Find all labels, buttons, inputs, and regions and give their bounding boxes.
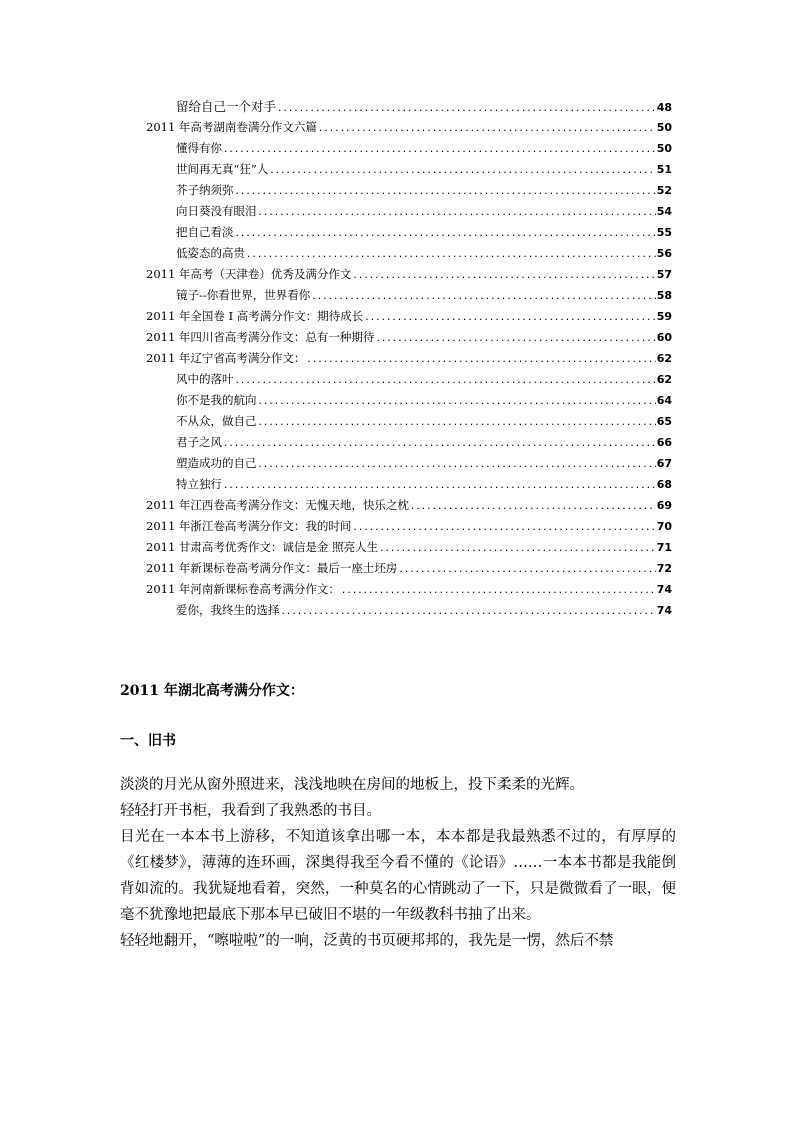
toc-entry[interactable] <box>176 285 672 306</box>
toc-entry-title: 爱你，我终生的选择 <box>176 603 280 617</box>
toc-entry[interactable] <box>176 222 672 243</box>
toc-entry-title: 风中的落叶 <box>176 372 234 386</box>
toc-dot-leader <box>223 140 656 161</box>
toc-dot-leader <box>398 560 655 581</box>
toc-entry[interactable] <box>176 432 672 453</box>
toc-entry-title: 2011 年四川省高考满分作文：总有一种期待 <box>146 330 375 344</box>
toc-entry[interactable] <box>176 600 672 621</box>
toc-entry-title: 特立独行 <box>176 477 222 491</box>
toc-dot-leader <box>246 245 656 266</box>
essay-title: 一、旧书 <box>120 733 176 749</box>
toc-entry[interactable] <box>176 159 672 180</box>
toc-page-number: 56 <box>656 247 672 260</box>
toc-entry-title: 镜子--你看世界，世界看你 <box>176 288 311 302</box>
toc-dot-leader <box>223 476 656 497</box>
toc-dot-leader <box>364 308 655 329</box>
toc-entry[interactable] <box>146 264 672 285</box>
toc-dot-leader <box>375 329 655 350</box>
toc-entry[interactable] <box>146 327 672 348</box>
toc-entry-title: 2011 年浙江卷高考满分作文：我的时间 <box>146 519 352 533</box>
paragraph: 轻轻地翻开，“嚓啦啦”的一响，泛黄的书页硬邦邦的，我先是一愣，然后不禁 <box>120 933 614 949</box>
toc-page-number: 51 <box>656 163 672 176</box>
toc-page-number: 52 <box>656 184 672 197</box>
toc-dot-leader <box>235 371 656 392</box>
toc-entry-title: 芥子纳须弥 <box>176 183 234 197</box>
toc-entry-title: 低姿态的高贵 <box>176 246 245 260</box>
toc-page-number: 74 <box>656 604 672 617</box>
toc-dot-leader <box>306 350 655 371</box>
toc-page-number: 62 <box>656 352 672 365</box>
toc-entry[interactable] <box>176 474 672 495</box>
toc-page-number: 62 <box>656 373 672 386</box>
toc-dot-leader <box>223 434 656 455</box>
toc-page-number: 66 <box>656 436 672 449</box>
toc-dot-leader <box>258 203 656 224</box>
toc-page-number: 54 <box>656 205 672 218</box>
toc-dot-leader <box>269 161 655 182</box>
toc-entry[interactable] <box>146 558 672 579</box>
toc-entry[interactable] <box>146 348 672 369</box>
toc-page-number: 50 <box>656 142 672 155</box>
toc-entry-title: 2011 年全国卷 I 高考满分作文：期待成长 <box>146 309 364 323</box>
toc-page-number: 68 <box>656 478 672 491</box>
toc-entry-title: 2011 年高考湖南卷满分作文六篇 <box>146 120 317 134</box>
toc-entry-title: 你不是我的航向 <box>176 393 257 407</box>
toc-entry[interactable] <box>176 243 672 264</box>
toc-entry[interactable] <box>176 96 672 117</box>
toc-page-number: 65 <box>656 415 672 428</box>
toc-page-number: 57 <box>656 268 672 281</box>
toc-entry[interactable] <box>176 411 672 432</box>
toc-entry[interactable] <box>176 390 672 411</box>
toc-entry[interactable] <box>146 306 672 327</box>
toc-page-number: 67 <box>656 457 672 470</box>
toc-entry[interactable] <box>146 495 672 516</box>
toc-page-number: 58 <box>656 289 672 302</box>
toc-page-number: 69 <box>656 499 672 512</box>
toc-dot-leader <box>258 413 656 434</box>
paragraph: 淡淡的月光从窗外照进来，浅浅地映在房间的地板上，投下柔柔的光辉。 <box>120 777 584 793</box>
toc-dot-leader <box>352 266 655 287</box>
toc-entry[interactable] <box>146 537 672 558</box>
toc-dot-leader <box>379 539 656 560</box>
toc-dot-leader <box>410 497 656 518</box>
toc-entry-title: 2011 甘肃高考优秀作文：诚信是金 照亮人生 <box>146 540 379 554</box>
toc-page-number: 50 <box>656 121 672 134</box>
toc-entry-title: 2011 年辽宁省高考满分作文： <box>146 351 306 365</box>
paragraph: 目光在一本本书上游移，不知道该拿出哪一本，本本都是我最熟悉不过的，有厚厚的《红楼梦》，薄薄的连环画，深奥得我至今看不懂的《论语》……一本本书都是我能倒背如流的。我犹疑地看着，突然，一种莫名的心情跳动了一下，只是微微看了一眼，便毫不犹豫地把最底下那本早已破旧不堪的一年级教科书抽了出来。 <box>120 829 676 923</box>
section-title: 2011 年湖北高考满分作文： <box>120 683 304 699</box>
toc-dot-leader <box>311 287 655 308</box>
toc-entry-title: 懂得有你 <box>176 141 222 155</box>
toc-dot-leader <box>281 602 656 623</box>
toc-page-number: 70 <box>656 520 672 533</box>
toc-entry-title: 2011 年新课标卷高考满分作文：最后一座土坯房 <box>146 561 398 575</box>
toc-dot-leader <box>235 224 656 245</box>
toc-entry-title: 不从众，做自己 <box>176 414 257 428</box>
toc-entry-title: 留给自己一个对手 <box>176 99 277 114</box>
toc-entry-title: 世间再无真“狂”人 <box>176 162 269 176</box>
toc-entry[interactable] <box>176 201 672 222</box>
toc-dot-leader <box>341 581 656 602</box>
toc-dot-leader <box>352 518 655 539</box>
toc-entry-title: 向日葵没有眼泪 <box>176 204 257 218</box>
toc-entry[interactable] <box>146 516 672 537</box>
toc-page-number: 64 <box>656 394 672 407</box>
toc-entry[interactable] <box>146 579 672 600</box>
toc-entry-title: 2011 年高考（天津卷）优秀及满分作文 <box>146 267 352 281</box>
toc-entry-title: 2011 年河南新课标卷高考满分作文： <box>146 582 340 596</box>
toc-dot-leader <box>258 392 656 413</box>
toc-page-number: 55 <box>656 226 672 239</box>
toc-entry[interactable] <box>176 180 672 201</box>
essay-body <box>120 772 676 954</box>
toc-entry-title: 2011 年江西卷高考满分作文：无愧天地，快乐之枕 <box>146 498 409 512</box>
toc-entry[interactable] <box>176 453 672 474</box>
toc-entry[interactable] <box>146 117 672 138</box>
toc-entry-title: 塑造成功的自己 <box>176 456 257 470</box>
toc-dot-leader <box>318 119 656 140</box>
toc-entry[interactable] <box>176 369 672 390</box>
toc-entry-title: 君子之风 <box>176 435 222 449</box>
toc-page-number: 48 <box>656 101 672 114</box>
toc-entry-title: 把自己看淡 <box>176 225 234 239</box>
toc-dot-leader <box>258 455 656 476</box>
toc-dot-leader <box>235 182 656 203</box>
toc-page-number: 71 <box>656 541 672 554</box>
toc-page-number: 60 <box>656 331 672 344</box>
toc-entry[interactable] <box>176 138 672 159</box>
paragraph: 轻轻打开书柜，我看到了我熟悉的书目。 <box>120 803 381 819</box>
toc-page-number: 59 <box>656 310 672 323</box>
toc-page-number: 74 <box>656 583 672 596</box>
toc-page-number: 72 <box>656 562 672 575</box>
